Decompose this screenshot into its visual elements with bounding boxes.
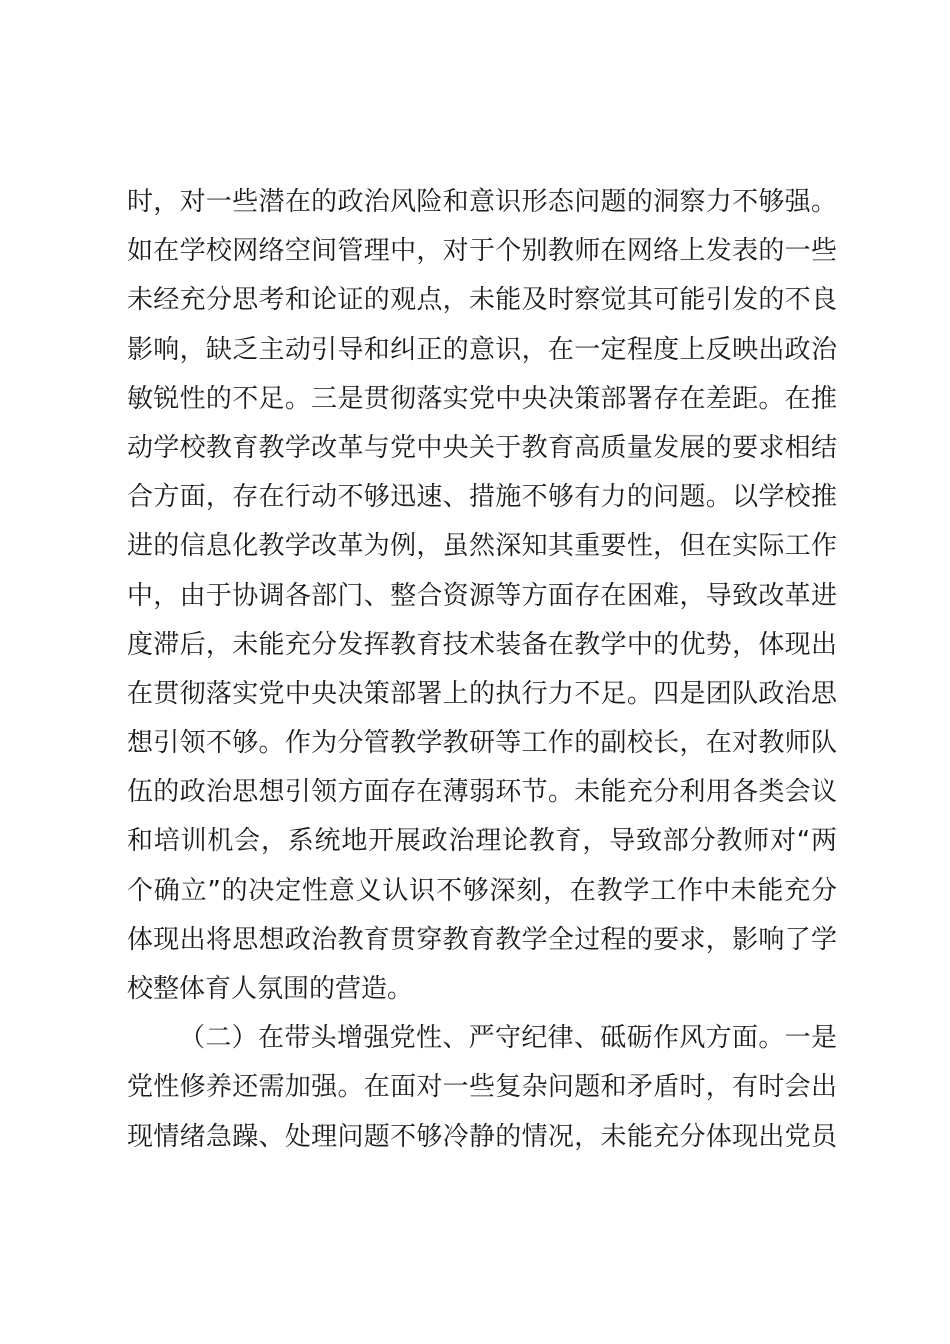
text-line: 合方面，存在行动不够迅速、措施不够有力的问题。以学校推 [127,482,837,513]
text-line: 敏锐性的不足。三是贯彻落实党中央决策部署存在差距。在推 [127,383,837,414]
section-heading-line: （二）在带头增强党性、严守纪律、砥砺作风方面。一是 [179,1023,837,1054]
text-line: 想引领不够。作为分管教学教研等工作的副校长，在对教师队 [127,728,837,759]
body-text [127,178,837,1162]
text-line: 未经充分思考和论证的观点，未能及时察觉其可能引发的不良 [127,285,837,316]
text-line: 动学校教育教学改革与党中央关于教育高质量发展的要求相结 [127,432,837,463]
text-line: 度滞后，未能充分发挥教育技术装备在教学中的优势，体现出 [127,629,837,660]
text-line: 时，对一些潜在的政治风险和意识形态问题的洞察力不够强。 [127,187,837,217]
text-line: 影响，缺乏主动引导和纠正的意识，在一定程度上反映出政治 [127,334,837,365]
text-line: 个确立”的决定性意义认识不够深刻，在教学工作中未能充分 [127,875,837,906]
text-line: 伍的政治思想引领方面存在薄弱环节。未能充分利用各类会议 [127,777,837,808]
text-line-paragraph-end: 校整体育人氛围的营造。 [127,974,414,1004]
text-line: 在贯彻落实党中央决策部署上的执行力不足。四是团队政治思 [127,678,837,709]
text-line: 进的信息化教学改革为例，虽然深知其重要性，但在实际工作 [127,531,837,562]
text-line: 现情绪急躁、处理问题不够冷静的情况，未能充分体现出党员 [127,1121,837,1152]
text-line: 中，由于协调各部门、整合资源等方面存在困难，导致改革进 [127,580,837,611]
text-line: 如在学校网络空间管理中，对于个别教师在网络上发表的一些 [127,236,837,267]
text-line: 和培训机会，系统地开展政治理论教育，导致部分教师对“两 [127,826,837,857]
text-line: 党性修养还需加强。在面对一些复杂问题和矛盾时，有时会出 [127,1072,837,1103]
text-line: 体现出将思想政治教育贯穿教育教学全过程的要求，影响了学 [127,924,837,955]
